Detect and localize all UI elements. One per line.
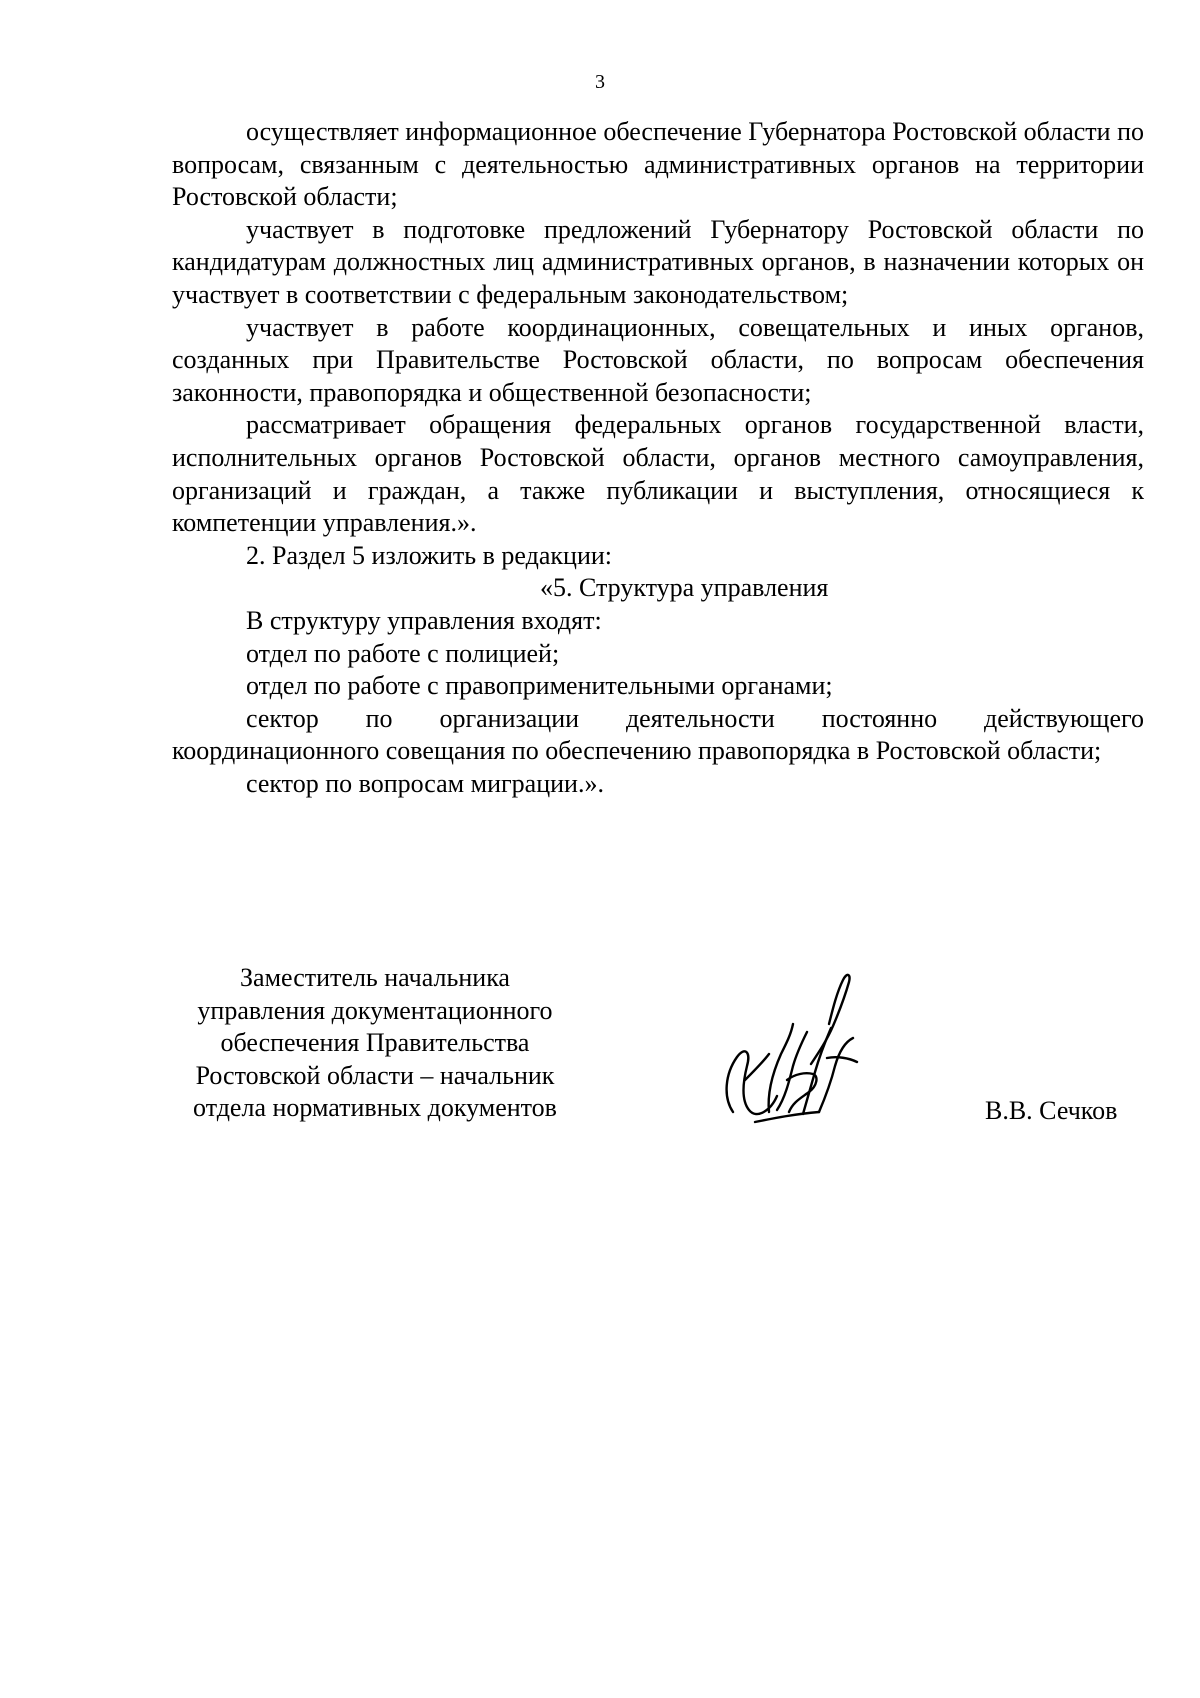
structure-item-coordination-sector: сектор по организации деятельности постоянно действующего координационного совещания по обеспечению правопорядка в Ростовской области; bbox=[172, 703, 1144, 766]
paragraph-coordination-bodies: участвует в работе координационных, совещательных и иных органов, созданных при Правительстве Ростовской области, по вопросам обеспечения законности, правопорядка и общественной безопасности; bbox=[172, 312, 1144, 407]
paragraph-appeals-review: рассматривает обращения федеральных органов государственной власти, исполнительных органов Ростовской области, органов местного самоуправления, организаций и граждан, а также публикации и выступления, относящиеся к компетенции управления.». bbox=[172, 410, 1144, 538]
paragraph-section-5-amendment: 2. Раздел 5 изложить в редакции: bbox=[246, 540, 612, 570]
signatory-position-line: Ростовской области – начальник bbox=[195, 1060, 555, 1090]
structure-intro: В структуру управления входят: bbox=[246, 605, 602, 635]
paragraph-candidate-proposals: участвует в подготовке предложений Губернатору Ростовской области по кандидатурам должностных лиц административных органов, в назначении которых он участвует в соответствии с федеральным законодательством; bbox=[172, 214, 1144, 309]
signatory-position-line: обеспечения Правительства bbox=[220, 1028, 530, 1058]
section-heading: «5. Структура управления bbox=[540, 573, 829, 603]
paragraph-information-support: осуществляет информационное обеспечение Губернатора Ростовской области по вопросам, связанным с деятельностью административных органов на территории Ростовской области; bbox=[172, 117, 1144, 212]
signatory-position bbox=[170, 962, 580, 1125]
document-body bbox=[172, 116, 1144, 800]
structure-item-migration-sector: сектор по вопросам миграции.». bbox=[246, 768, 604, 798]
page-number: 3 bbox=[595, 71, 605, 93]
signatory-position-line: отдела нормативных документов bbox=[193, 1093, 557, 1123]
signer-name: В.В. Сечков bbox=[985, 1096, 1118, 1125]
structure-item-police: отдел по работе с полицией; bbox=[246, 638, 560, 668]
structure-item-law-enforcement: отдел по работе с правоприменительными органами; bbox=[246, 671, 833, 701]
signatory-position-line: Заместитель начальника bbox=[240, 963, 510, 992]
handwritten-signature bbox=[715, 962, 880, 1132]
signatory-position-line: управления документационного bbox=[197, 995, 553, 1025]
